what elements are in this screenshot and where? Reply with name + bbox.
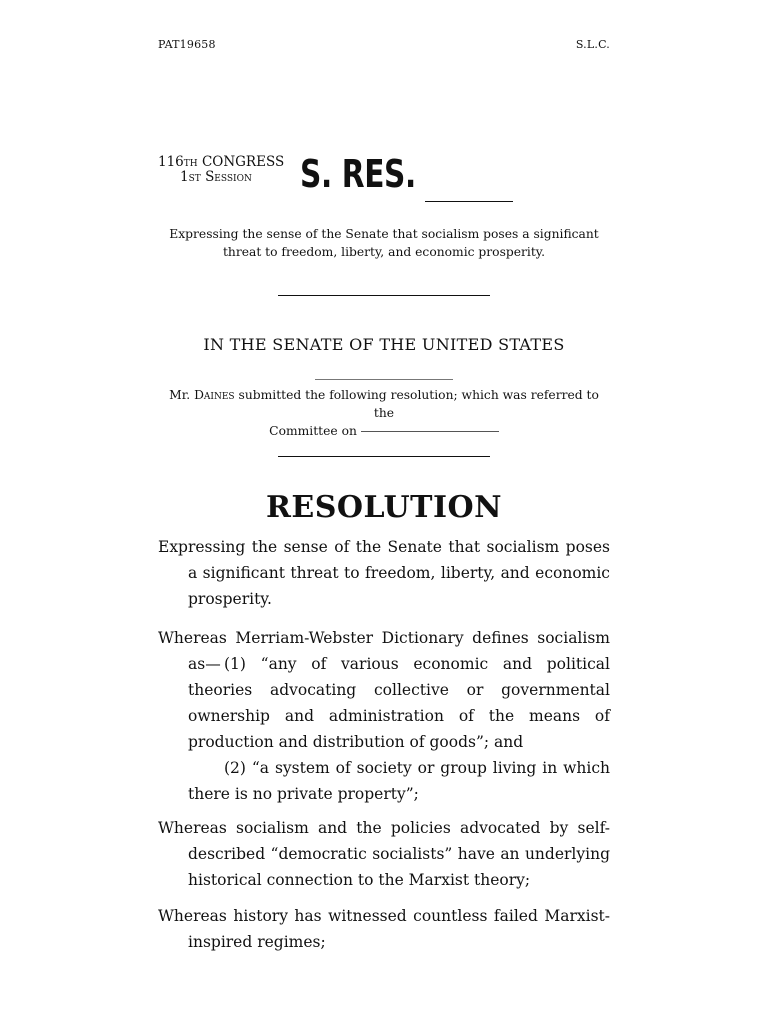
sponsor-name: Daines: [194, 388, 235, 402]
bill-number-blank: [425, 201, 513, 202]
purpose-clause: Expressing the sense of the Senate that socialism poses a significant threat to freedom, liberty, and economic prosperity.: [158, 538, 610, 608]
whereas-clause-3: Whereas history has witnessed countless failed Marxist-inspired regimes;: [158, 907, 610, 951]
congress-number: 116th CONGRESS: [158, 154, 285, 170]
committee-blank: [361, 431, 499, 432]
bill-designation: S. RES.: [300, 152, 416, 196]
office-code: S.L.C.: [575, 38, 610, 51]
small-divider: [315, 379, 453, 380]
divider-rule: [278, 295, 490, 296]
short-title: Expressing the sense of the Senate that socialism poses a significant threat to freedom, liberty, and economic prosperity.: [169, 227, 599, 259]
definition-1: (1) “any of various economic and political theories advocating collective or governmental ownership and administration of the means of production and distribution of goods”; and: [188, 655, 610, 751]
whereas-clause-1: Whereas Merriam-Webster Dictionary defines socialism as—: [158, 629, 610, 673]
resolution-heading: RESOLUTION: [265, 490, 503, 525]
submission-statement: Mr. Daines submitted the following resolution; which was referred to the Committee on: [169, 388, 599, 438]
chamber-heading: IN THE SENATE OF THE UNITED STATES: [203, 335, 565, 354]
definition-2: (2) “a system of society or group living in which there is no private property”;: [188, 759, 610, 803]
divider-rule: [278, 456, 490, 457]
whereas-clause-2: Whereas socialism and the policies advocated by self-described “democratic socialists” have an underlying historical connection to the Marxist theory;: [158, 819, 610, 889]
document-id: PAT19658: [158, 38, 216, 51]
session-number: 1st Session: [180, 169, 252, 185]
congress-session-block: [158, 155, 284, 185]
